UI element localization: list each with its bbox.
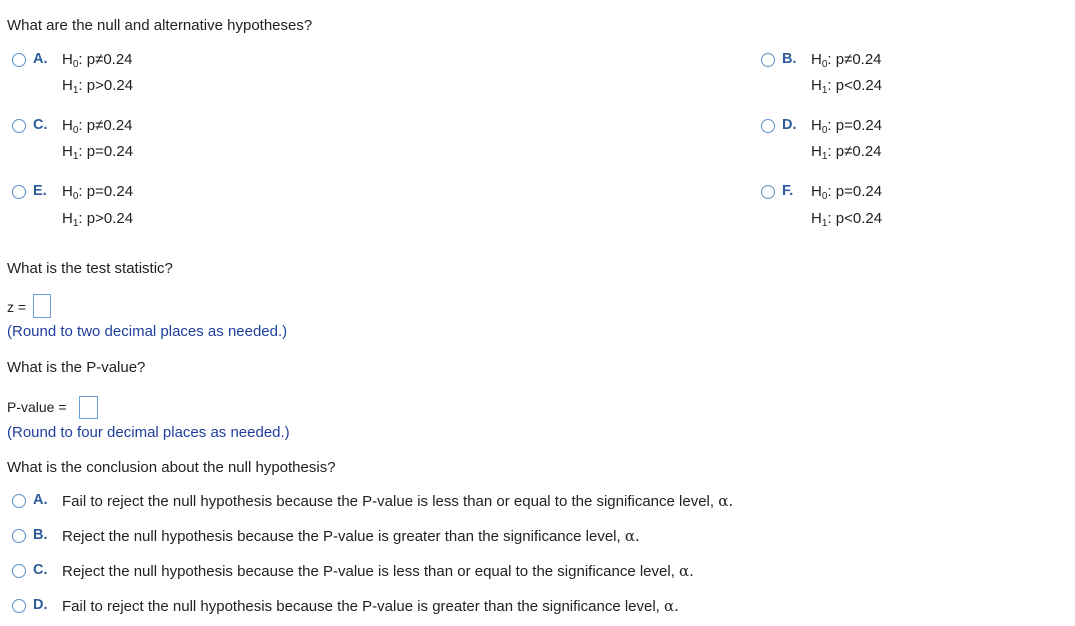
option-letter-hyp-d[interactable]: D.: [782, 117, 797, 133]
pvalue-rounding-hint: (Round to four decimal places as needed.): [7, 424, 290, 441]
radio-hyp-a[interactable]: [12, 53, 26, 67]
pvalue-label: P-value =: [7, 399, 67, 415]
radio-conclusion-b[interactable]: [12, 529, 26, 543]
hyp-b-h1: $H_1$: p<0.24: [811, 77, 883, 96]
radio-hyp-d[interactable]: [761, 119, 775, 133]
option-letter-hyp-b[interactable]: B.: [782, 51, 797, 67]
option-letter-conclusion-c[interactable]: C.: [33, 562, 48, 578]
option-letter-hyp-a[interactable]: A.: [33, 51, 48, 67]
hyp-b-h0: $H_0$: p≠0.24: [811, 51, 882, 70]
hypotheses-question: What are the null and alternative hypotheses?: [7, 17, 313, 34]
option-letter-hyp-f[interactable]: F.: [782, 183, 794, 199]
z-rounding-hint: (Round to two decimal places as needed.): [7, 323, 288, 340]
hyp-e-h1: $H_1$: p>0.24: [62, 210, 134, 229]
conclusion-b-text[interactable]: Reject the null hypothesis because the P-value is greater than the significance level, α.: [62, 527, 640, 545]
pvalue-question: What is the P-value?: [7, 359, 146, 376]
option-letter-conclusion-d[interactable]: D.: [33, 597, 48, 613]
radio-hyp-b[interactable]: [761, 53, 775, 67]
hyp-c-h0: $H_0$: p≠0.24: [62, 117, 133, 136]
hyp-f-h1: $H_1$: p<0.24: [811, 210, 883, 229]
pvalue-input[interactable]: [79, 396, 98, 419]
hyp-a-h1: $H_1$: p>0.24: [62, 77, 134, 96]
radio-hyp-c[interactable]: [12, 119, 26, 133]
conclusion-c-text[interactable]: Reject the null hypothesis because the P-value is less than or equal to the significance level, α.: [62, 562, 694, 580]
conclusion-d-text[interactable]: Fail to reject the null hypothesis because the P-value is greater than the significance level, α.: [62, 597, 679, 615]
option-letter-hyp-e[interactable]: E.: [33, 183, 47, 199]
hyp-c-h1: $H_1$: p=0.24: [62, 143, 134, 162]
radio-hyp-e[interactable]: [12, 185, 26, 199]
radio-conclusion-d[interactable]: [12, 599, 26, 613]
option-letter-hyp-c[interactable]: C.: [33, 117, 48, 133]
hyp-d-h0: $H_0$: p=0.24: [811, 117, 883, 136]
option-letter-conclusion-b[interactable]: B.: [33, 527, 48, 543]
hyp-e-h0: $H_0$: p=0.24: [62, 183, 134, 202]
radio-conclusion-a[interactable]: [12, 494, 26, 508]
hyp-f-h0: $H_0$: p=0.24: [811, 183, 883, 202]
z-input[interactable]: [33, 294, 51, 318]
hyp-d-h1: $H_1$: p≠0.24: [811, 143, 882, 162]
test-statistic-question: What is the test statistic?: [7, 260, 173, 277]
hyp-a-h0: $H_0$: p≠0.24: [62, 51, 133, 70]
option-letter-conclusion-a[interactable]: A.: [33, 492, 48, 508]
radio-hyp-f[interactable]: [761, 185, 775, 199]
conclusion-a-text[interactable]: Fail to reject the null hypothesis because the P-value is less than or equal to the significance level, α.: [62, 492, 734, 510]
conclusion-question: What is the conclusion about the null hypothesis?: [7, 459, 336, 476]
radio-conclusion-c[interactable]: [12, 564, 26, 578]
z-label: z =: [7, 299, 27, 315]
